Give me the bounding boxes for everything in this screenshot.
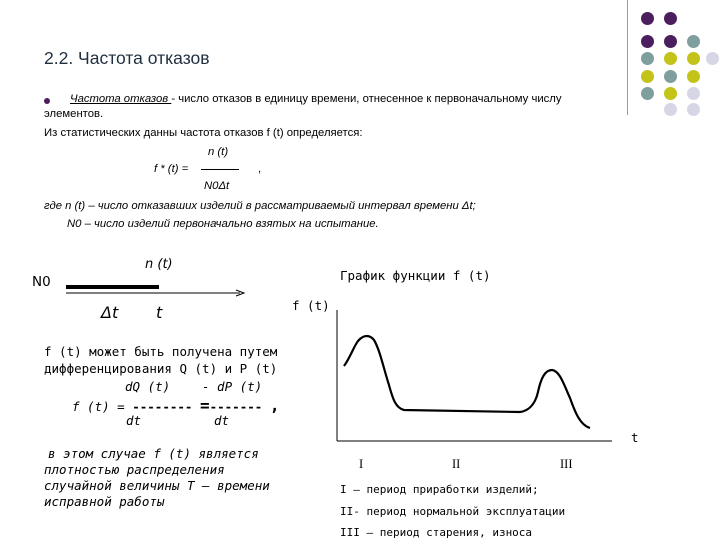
formula2-den2: dt	[214, 413, 230, 428]
density-line: плотностью распределения	[44, 462, 225, 477]
sketch-t-label: t	[156, 303, 163, 322]
density-line: случайной величины T – времени	[44, 478, 270, 493]
formula2-bar1: --------	[132, 399, 193, 414]
sketch-n-label: n (t)	[145, 257, 173, 272]
diff-text-line: дифференцирования Q (t) и P (t)	[44, 361, 278, 376]
density-line: исправной работы	[44, 494, 165, 509]
formula2-lhs: f (t) =	[72, 399, 125, 414]
formula1-numerator: n (t)	[208, 146, 229, 158]
formula2-bar2: -------	[209, 399, 263, 414]
page-title: 2.2. Частота отказов	[44, 48, 210, 68]
definition-term: Частота отказов	[70, 93, 172, 105]
formula1-lhs: f * (t) =	[154, 163, 189, 175]
period-label-3: III	[560, 457, 573, 471]
definition-rest: - число отказов в единицу времени, отнесенное к первоначальному числу	[171, 93, 562, 105]
graph-title: График функции f (t)	[340, 268, 491, 283]
formula2-den1: dt	[126, 413, 142, 428]
sketch-dt-label: Δt	[101, 303, 119, 322]
period-label-1: I	[359, 457, 364, 471]
formula2-num2: - dP (t)	[202, 379, 263, 394]
graph-ylabel: f (t)	[292, 298, 330, 313]
formula1-comma: ,	[258, 163, 262, 175]
where-line-1: где n (t) – число отказавших изделий в рассматриваемый интервал времени Δt;	[44, 200, 476, 212]
failure-rate-curve	[344, 336, 590, 428]
legend-item: III – период старения, износа	[340, 526, 533, 539]
density-line: в этом случае f (t) является	[48, 446, 259, 461]
stat-line: Из статистических данны частота отказов f (t) определяется:	[44, 127, 363, 139]
period-label-2: II	[452, 457, 461, 471]
legend-item: II- период нормальной эксплуатации	[340, 504, 566, 518]
diff-text-line: f (t) может быть получена путем	[44, 344, 278, 359]
legend-item: I – период приработки изделий;	[340, 483, 539, 496]
formula2-num1: dQ (t)	[125, 379, 171, 394]
definition-rest-2: элементов.	[44, 108, 104, 120]
formula2-eq: =	[199, 396, 210, 415]
graph-xlabel: t	[631, 430, 639, 445]
formula2-comma: ,	[269, 396, 280, 415]
formula1-denominator: N0Δt	[204, 180, 230, 192]
where-line-2: N0 – число изделий первоначально взятых на испытание.	[67, 218, 379, 230]
sketch-n0-label: N0	[32, 274, 51, 290]
